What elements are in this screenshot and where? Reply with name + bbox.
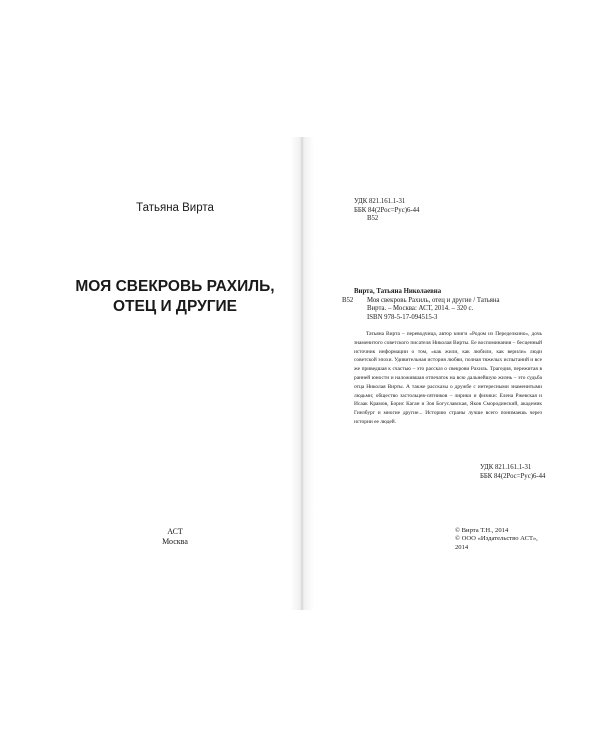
bbk-code: ББК 84(2Рос=Рус)6-44 xyxy=(480,472,546,480)
classification-codes-repeat xyxy=(480,464,545,481)
classification-codes xyxy=(354,198,419,224)
book-title-line: ОТЕЦ И ДРУГИЕ xyxy=(112,298,238,315)
bbk-code: ББК 84(2Рос=Рус)6-44 xyxy=(354,206,420,214)
book-title-line: МОЯ СВЕКРОВЬ РАХИЛЬ, xyxy=(75,278,275,295)
record-imprint-line: Вирта. – Москва: АСТ, 2014. – 320 с. xyxy=(367,305,474,313)
annotation-text: Татьяна Вирта – переводчица, автор книги «Родом из Переделкино», дочь знаменитого советского писателя Николая Вирты. Ее воспоминания – бесценный источник информации о том, «как жили, как любили, как верили» люди советской эпохи. Удивительная история любви, полная тяжелых испытаний и все же приведшая к счастью – это рассказ о свекрови Рахиль. Трагедия, пережитая в ранней юности и наложившая отпечаток на всю дальнейшую жизнь – это судьба отца Николая Вирты. А также рассказы о дружбе с интересными знаменитыми людьми; общество застольцев-сятников – лирики и физики: Елена Ржевская и Исаак Крамов, Борис Каган и Зоя Богуславская, Яков Смородинский, академик Гинзбург и многие другие... Историю страны лучше всего понимаешь через истории ее людей. xyxy=(354,331,542,425)
record-code: В52 xyxy=(342,296,354,304)
copyright-author: © Вирта Т.Н., 2014 xyxy=(455,527,509,534)
publisher-imprint xyxy=(50,527,300,547)
copyright-publisher: © ООО «Издательство АСТ», 2014 xyxy=(455,535,538,551)
author-sign: В52 xyxy=(367,215,379,223)
title-page xyxy=(50,137,300,610)
copyright-notice xyxy=(455,527,550,552)
udk-code: УДК 821.161.1-31 xyxy=(480,464,532,471)
publisher-name: АСТ xyxy=(167,527,183,536)
publisher-city: Москва xyxy=(162,537,188,546)
book-gutter xyxy=(290,137,314,610)
copyright-page xyxy=(300,137,550,610)
record-author: Вирта, Татьяна Николаевна xyxy=(354,288,442,295)
udk-code: УДК 821.161.1-31 xyxy=(354,198,406,205)
record-isbn: ISBN 978-5-17-094515-3 xyxy=(367,313,438,321)
bibliographic-record xyxy=(342,288,542,322)
book-title xyxy=(50,277,300,317)
book-author: Татьяна Вирта xyxy=(136,202,214,214)
record-title-line: Моя свекровь Рахиль, отец и другие / Татьяна xyxy=(367,296,500,304)
